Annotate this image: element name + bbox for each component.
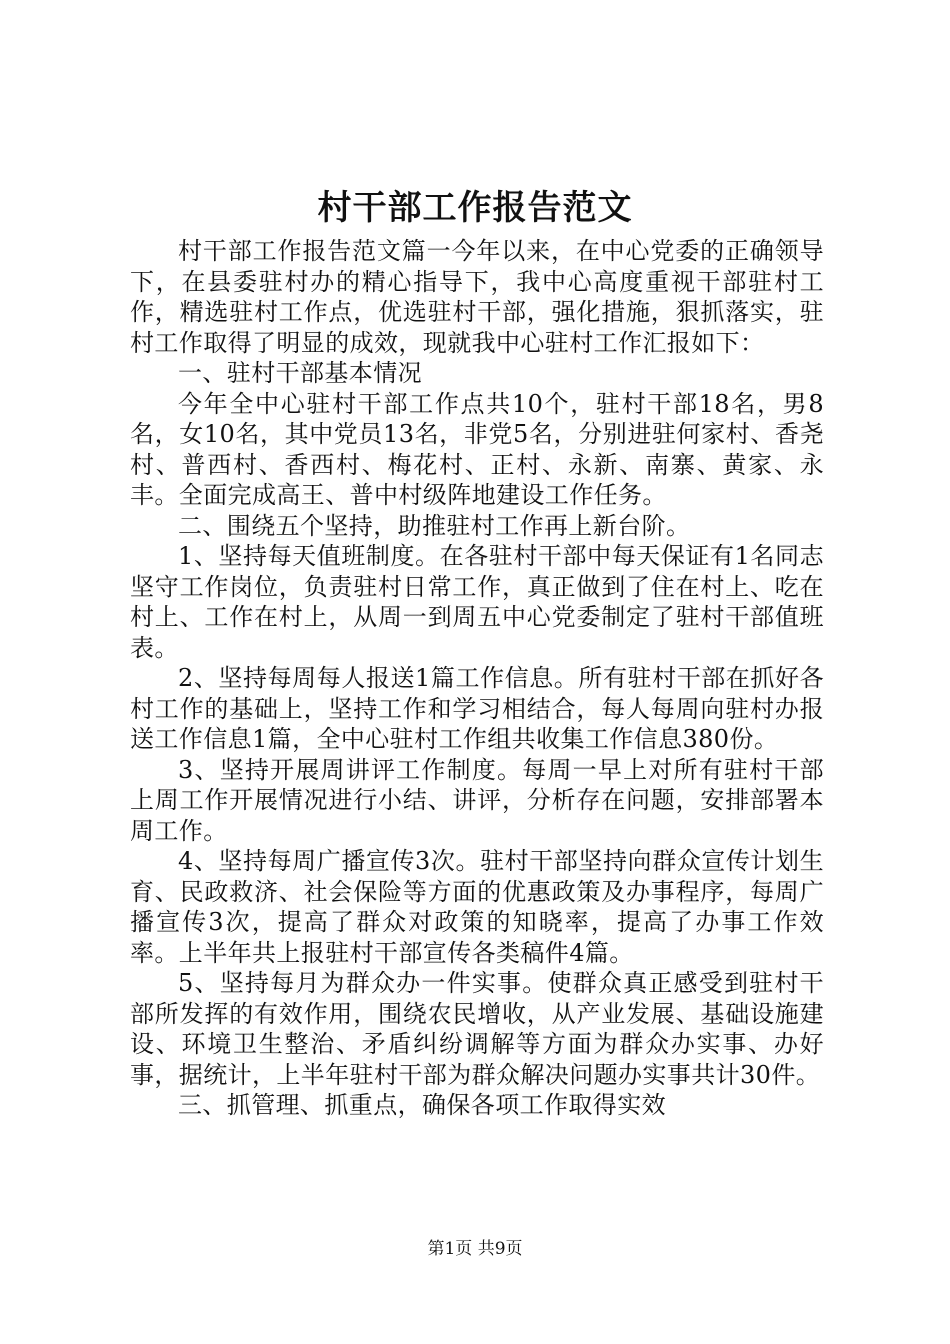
page-number: 第1页 共9页 bbox=[427, 1239, 523, 1259]
paragraph-item-3: 3、坚持开展周讲评工作制度。每周一早上对所有驻村干部上周工作开展情况进行小结、讲评，分析存在问题，安排部署本周工作。 bbox=[130, 755, 824, 845]
paragraph-item-5: 5、坚持每月为群众办一件实事。使群众真正感受到驻村干部所发挥的有效作用，围绕农民增收，从产业发展、基础设施建设、环境卫生整治、矛盾纠纷调解等方面为群众办实事、办好事，据统计，上半年驻村干部为群众解决问题办实事共计30件。 bbox=[130, 969, 824, 1089]
document-title: 村干部工作报告范文 bbox=[317, 188, 633, 228]
paragraph-item-4: 4、坚持每周广播宣传3次。驻村干部坚持向群众宣传计划生育、民政救济、社会保险等方面的优惠政策及办事程序，每周广播宣传3次，提高了群众对政策的知晓率，提高了办事工作效率。上半年共上报驻村干部宣传各类稿件4篇。 bbox=[130, 847, 824, 967]
paragraph-item-1: 1、坚持每天值班制度。在各驻村干部中每天保证有1名同志坚守工作岗位，负责驻村日常工作，真正做到了住在村上、吃在村上、工作在村上，从周一到周五中心党委制定了驻村干部值班表。 bbox=[130, 542, 824, 662]
heading-section-1: 一、驻村干部基本情况 bbox=[178, 359, 422, 387]
paragraph-basic-info: 今年全中心驻村干部工作点共10个，驻村干部18名，男8名，女10名，其中党员13名，非党5名，分别进驻何家村、香尧村、普西村、香西村、梅花村、正村、永新、南寨、黄家、永丰。全面完成高王、普中村级阵地建设工作任务。 bbox=[130, 389, 824, 509]
heading-section-3: 三、抓管理、抓重点，确保各项工作取得实效 bbox=[178, 1091, 666, 1119]
document-body bbox=[130, 236, 824, 1121]
heading-section-2: 二、围绕五个坚持，助推驻村工作再上新台阶。 bbox=[178, 511, 691, 540]
paragraph-intro: 村干部工作报告范文篇一今年以来，在中心党委的正确领导下，在县委驻村办的精心指导下，我中心高度重视干部驻村工作，精选驻村工作点，优选驻村干部，强化措施，狠抓落实，驻村工作取得了明显的成效，现就我中心驻村工作汇报如下： bbox=[130, 237, 824, 357]
paragraph-item-2: 2、坚持每周每人报送1篇工作信息。所有驻村干部在抓好各村工作的基础上，坚持工作和学习相结合，每人每周向驻村办报送工作信息1篇，全中心驻村工作组共收集工作信息380份。 bbox=[130, 664, 824, 753]
